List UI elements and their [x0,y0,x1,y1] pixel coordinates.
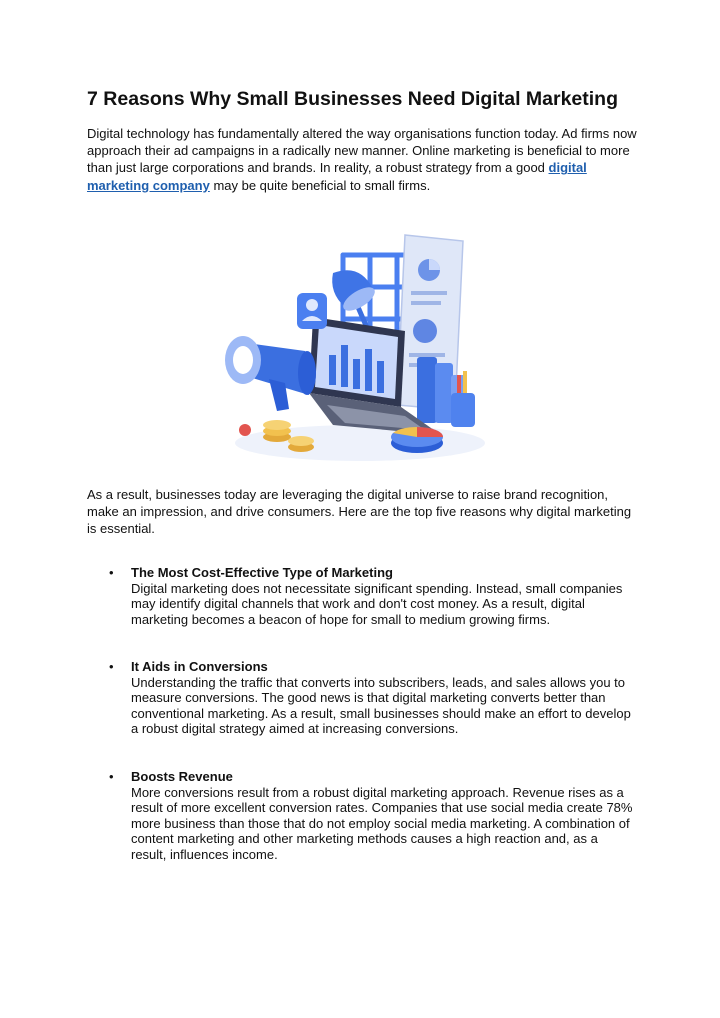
reason-title: Boosts Revenue [131,769,233,784]
digital-marketing-company-link[interactable]: digital marketing company [87,160,587,193]
reason-item-conversions [87,659,647,737]
reason-text: More conversions result from a robust digital marketing approach. Revenue rises as a result of more excellent conversion rates. Companies that use social media create 78% more business than those that do not employ social media marketing. A combination of content marketing and other marketing methods causes a high reaction and, as a result, influences income. [131,784,633,862]
red-sphere-decoration [239,424,251,436]
reason-title: It Aids in Conversions [131,659,268,674]
page-title: 7 Reasons Why Small Businesses Need Digital Marketing [87,88,619,110]
bullet-point: • [109,565,114,580]
bullet-point: • [109,659,114,674]
intro-text-before-link: Digital technology has fundamentally altered the way organisations function today. Ad firms now approach their ad campaigns in a radically new manner. Online marketing is beneficial to more than just large corporations and brands. In reality, a robust strategy from a good [87,126,637,176]
reason-title: The Most Cost-Effective Type of Marketing [131,565,393,580]
profile-card-icon [297,293,327,329]
reason-text: Understanding the traffic that converts into subscribers, leads, and sales allows you to measure conversions. The good news is that digital marketing converts better than conventional marketing. As a result, small businesses should make an effort to develop a robust digital strategy aimed at increasing conversions. [131,674,631,736]
megaphone-icon [225,336,316,411]
digital-marketing-illustration [205,225,515,475]
reason-text: Digital marketing does not necessitate significant spending. Instead, small companies may identify digital channels that work and don't cost money. As a result, digital marketing becomes a beacon of hope for small to medium growing firms. [131,580,623,627]
after-image-paragraph: As a result, businesses today are leveraging the digital universe to raise brand recognition, make an impression, and drive consumers. Here are the top five reasons why digital marketing is essential. [87,487,632,537]
pie-chart-icon [391,427,443,453]
reason-item-cost-effective [87,565,647,627]
bullet-point: • [109,769,114,784]
reason-item-revenue [87,769,647,862]
intro-paragraph [87,125,643,194]
intro-text-after-link: may be quite beneficial to small firms. [209,177,431,193]
